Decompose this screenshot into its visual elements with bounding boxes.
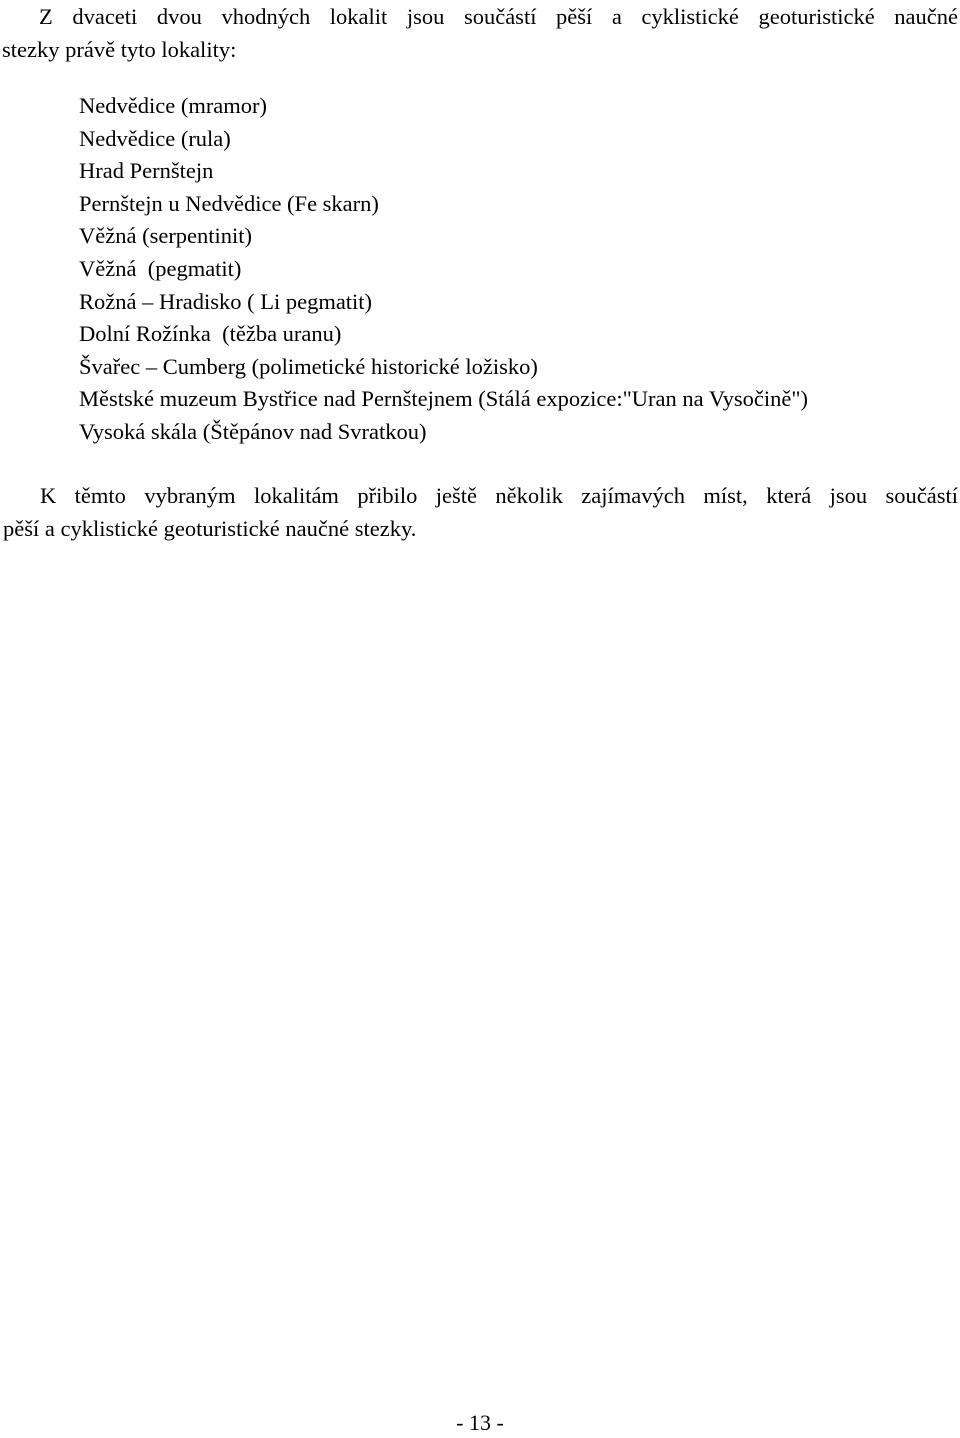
list-item: Věžná (serpentinit) <box>79 223 253 249</box>
list-item: Rožná – Hradisko ( Li pegmatit) <box>79 288 373 314</box>
list-item: Švařec – Cumberg (polimetické historické ložisko) <box>79 353 538 379</box>
list-item: Nedvědice (rula) <box>79 125 231 151</box>
intro-line-2: stezky právě tyto lokality: <box>2 37 237 62</box>
locality-list <box>79 90 808 449</box>
list-item: Hrad Pernštejn <box>79 158 214 184</box>
list-item: Městské muzeum Bystřice nad Pernštejnem (Stálá expozice:"Uran na Vysočině") <box>79 386 808 412</box>
page-number: - 13 - <box>456 1410 504 1435</box>
closing-line-1: K těmto vybraným lokalitám přibilo ještě několik zajímavých míst, která jsou součástí <box>40 483 958 508</box>
closing-line-2: pěší a cyklistické geoturistické naučné stezky. <box>3 516 417 541</box>
closing-paragraph <box>3 479 958 545</box>
list-item: Pernštejn u Nedvědice (Fe skarn) <box>79 190 379 216</box>
intro-paragraph <box>2 0 958 66</box>
intro-line-1: Z dvaceti dvou vhodných lokalit jsou součástí pěší a cyklistické geoturistické naučné <box>39 4 958 29</box>
list-item: Nedvědice (mramor) <box>79 93 268 118</box>
list-item: Dolní Rožínka (těžba uranu) <box>79 321 342 347</box>
list-item: Vysoká skála (Štěpánov nad Svratkou) <box>79 418 427 444</box>
list-item: Věžná (pegmatit) <box>79 255 242 281</box>
